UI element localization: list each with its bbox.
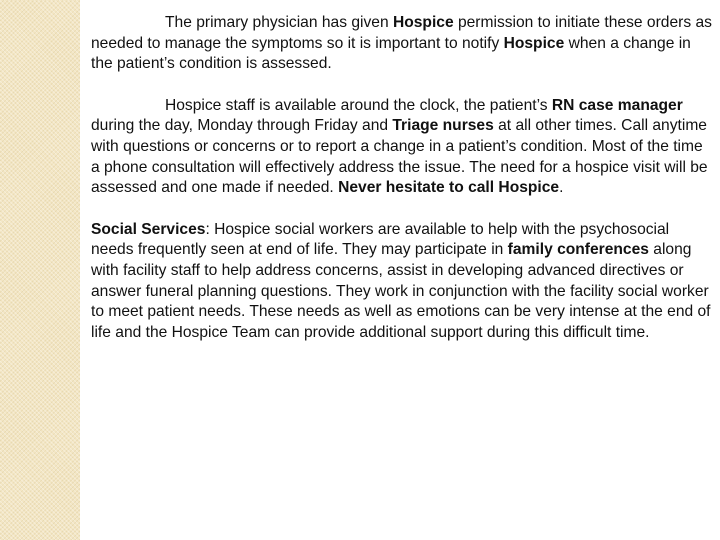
document-body bbox=[91, 13, 713, 343]
physician-orders-paragraph: The primary physician has given Hospice permission to initiate these orders as needed to manage the symptoms so it is important to notify Hospice when a change in the patient’s condition is assessed. bbox=[91, 14, 712, 73]
social-services-paragraph: Social Services: Hospice social workers are available to help with the psychosocial needs frequently seen at end of life. They may participate in family conferences along with facility staff to help address concerns, assist in developing advanced directives or answer funeral planning questions. They work in conjunction with the facility social worker to meet patient needs. These needs as well as emotions can be very intense at the end of life and the Hospice Team can provide additional support during this difficult time. bbox=[91, 220, 711, 341]
hospice-staff-paragraph: Hospice staff is available around the clock, the patient’s RN case manager during the day, Monday through Friday and Triage nurses at all other times. Call anytime with questions or concerns or to report a change in a patient’s condition. Most of the time a phone consultation will effectively address the issue. The need for a hospice visit will be assessed and one made if needed. Never hesitate to call Hospice. bbox=[91, 96, 708, 197]
decorative-side-stripe bbox=[0, 0, 80, 540]
